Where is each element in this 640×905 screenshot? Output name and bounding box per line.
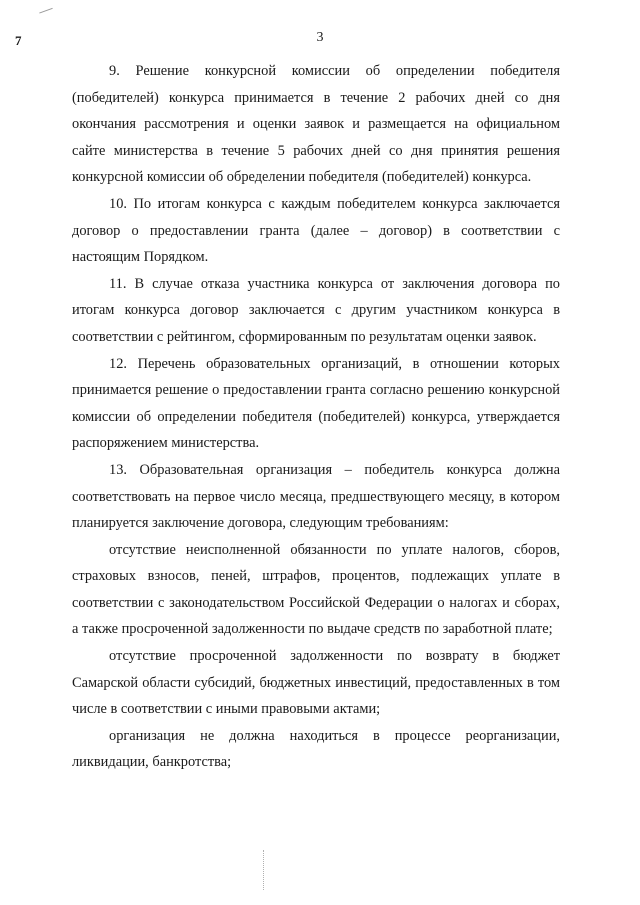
requirement-taxes: отсутствие неисполненной обязанности по уплате налогов, сборов, страховых взносов, пеней, штрафов, процентов, подлежащих уплате в соответствии с законодательством Российской Федерации о налогах и сборах, а также просроченной задолженности по выдаче средств по заработной плате; — [72, 541, 560, 638]
paragraph-12: 12. Перечень образовательных организаций, в отношении которых принимается решение о предоставлении гранта согласно решению конкурсной комиссии об определении победителя (победителей) конкурса, утверждается распоряжением министерства. — [72, 355, 560, 452]
scan-artifact-dots — [263, 850, 266, 890]
paragraph-10: 10. По итогам конкурса с каждым победителем конкурса заключается договор о предоставлении гранта (далее – договор) в соответствии с настоящим Порядком. — [72, 195, 560, 266]
paragraph-13: 13. Образовательная организация – победитель конкурса должна соответствовать на первое число месяца, предшествующего месяцу, в котором планируется заключение договора, следующим требованиям: — [72, 461, 560, 532]
requirement-reorganization: организация не должна находиться в процессе реорганизации, ликвидации, банкротства; — [72, 727, 560, 771]
corner-mark: 7 — [15, 33, 22, 48]
scan-mark — [39, 8, 55, 19]
paragraph-9: 9. Решение конкурсной комиссии об определении победителя (победителей) конкурса принимается в течение 2 рабочих дней со дня окончания рассмотрения и оценки заявок и размещается на официальном сайте министерства в течение 5 рабочих дней со дня принятия решения конкурсной комиссии об обределении победителя (победителей) конкурса. — [72, 63, 560, 186]
paragraph-11: 11. В случае отказа участника конкурса от заключения договора по итогам конкурса договор заключается с другим участником конкурса в соответствии с рейтингом, сформированным по результатам оценки заявок. — [72, 275, 560, 345]
document-body — [72, 58, 560, 776]
page-number: 3 — [316, 30, 324, 45]
requirement-budget-debt: отсутствие просроченной задолженности по возврату в бюджет Самарской области субсидий, бюджетных инвестиций, предоставленных в том числе в соответствии с иными правовыми актами; — [72, 648, 560, 718]
